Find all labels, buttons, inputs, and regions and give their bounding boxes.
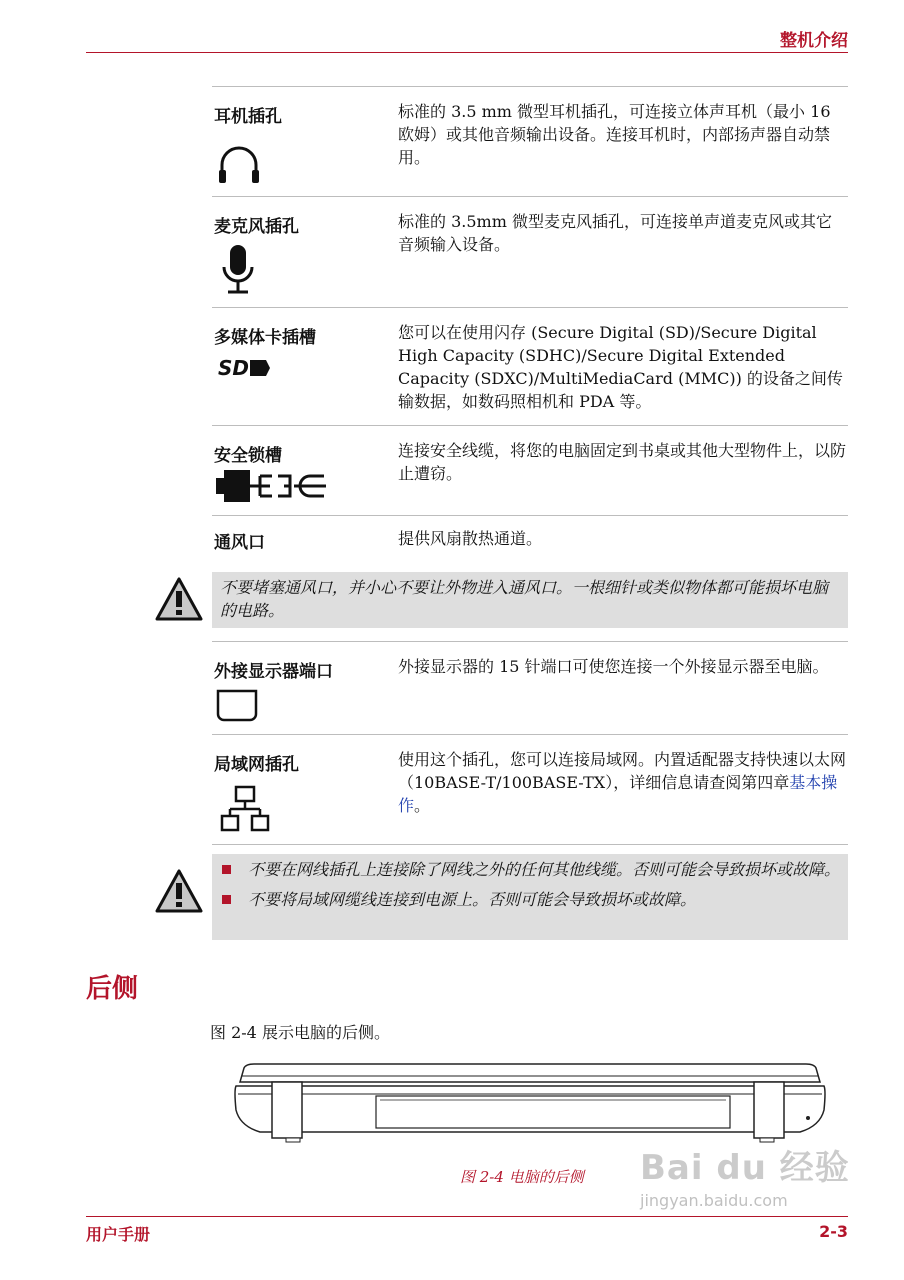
lan-icon xyxy=(220,785,270,833)
table-row xyxy=(212,641,848,734)
vent-warning-note xyxy=(212,572,848,628)
row-description: 标准的 3.5mm 微型麦克风插孔，可连接单声道麦克风或其它音频输入设备。 xyxy=(398,212,832,254)
footer-manual-title: 用户手册 xyxy=(86,1225,151,1244)
row-label: 外接显示器端口 xyxy=(214,662,333,682)
footer-page-number: 2-3 xyxy=(819,1222,848,1241)
header-title: 整机介绍 xyxy=(780,31,848,51)
table-row xyxy=(212,86,848,196)
section-intro: 图 2-4 展示电脑的后侧。 xyxy=(210,1023,390,1042)
headphone-icon xyxy=(216,143,262,185)
row-description: 标准的 3.5 mm 微型耳机插孔，可连接立体声耳机（最小 16 欧姆）或其他音频输出设备。连接耳机时，内部扬声器自动禁用。 xyxy=(398,102,831,167)
row-description: 连接安全线缆，将您的电脑固定到书桌或其他大型物件上，以防止遭窃。 xyxy=(398,441,847,483)
watermark-brand: Bai du 经验 xyxy=(640,1148,850,1188)
warning-bullet-item: 不要在网线插孔上连接除了网线之外的任何其他线缆。否则可能会导致损坏或故障。 xyxy=(216,858,844,881)
row-description: 您可以在使用闪存 (Secure Digital (SD)/Secure Digital High Capacity (SDHC)/Secure Digital Extended Capacity (SDXC)/MultiMediaCard (MMC)) 的设备之间传输数据，如数码照相机和 PDA 等。 xyxy=(398,323,843,411)
security-lock-icon xyxy=(214,468,328,504)
table-row xyxy=(212,425,848,515)
row-description xyxy=(398,748,846,817)
row-description: 外接显示器的 15 针端口可使您连接一个外接显示器至电脑。 xyxy=(398,657,829,676)
section-title: 后侧 xyxy=(86,974,139,1004)
warning-icon xyxy=(154,868,204,914)
table-row xyxy=(212,196,848,307)
table-row xyxy=(212,515,848,559)
row-label: 耳机插孔 xyxy=(214,107,282,127)
lan-warning-note xyxy=(212,854,848,940)
figure-caption: 图 2-4 电脑的后侧 xyxy=(460,1168,584,1186)
vent-warning-text: 不要堵塞通风口，并小心不要让外物进入通风口。一根细针或类似物体都可能损坏电脑的电路。 xyxy=(220,578,829,620)
svg-text:SD: SD xyxy=(218,356,250,380)
row-label: 局域网插孔 xyxy=(214,755,299,775)
warning-bullet-item: 不要将局域网缆线连接到电源上。否则可能会导致损坏或故障。 xyxy=(216,888,844,911)
laptop-rear-illustration xyxy=(230,1060,830,1144)
basic-operation-link[interactable]: 基本操作 xyxy=(398,773,838,815)
table-row xyxy=(212,734,848,845)
table-row xyxy=(212,307,848,425)
watermark-url: jingyan.baidu.com xyxy=(640,1191,788,1210)
row-label: 安全锁槽 xyxy=(214,446,282,466)
microphone-icon xyxy=(218,243,258,295)
warning-icon xyxy=(154,576,204,622)
row-label: 多媒体卡插槽 xyxy=(214,328,316,348)
lan-desc-suffix: 。 xyxy=(414,796,431,815)
footer-rule xyxy=(86,1216,848,1217)
monitor-port-icon xyxy=(214,688,260,724)
row-description: 提供风扇散热通道。 xyxy=(398,529,543,548)
row-label: 通风口 xyxy=(214,533,265,553)
row-label: 麦克风插孔 xyxy=(214,217,299,237)
header-rule xyxy=(86,52,848,53)
sd-card-icon xyxy=(216,356,272,380)
lan-desc-prefix: 使用这个插孔，您可以连接局域网。内置适配器支持快速以太网 （10BASE-T/100BASE-TX），详细信息请查阅第四章 xyxy=(398,750,847,792)
baidu-watermark xyxy=(640,1140,850,1210)
